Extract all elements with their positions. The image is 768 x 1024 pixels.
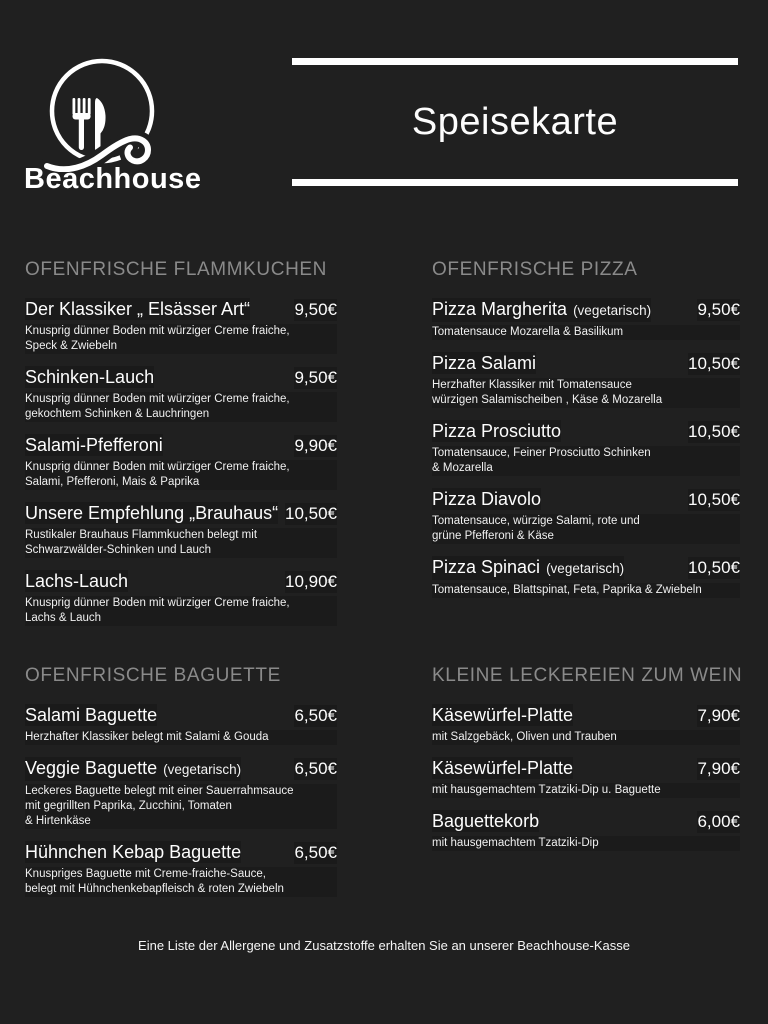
menu-item (25, 434, 337, 490)
fork-icon (73, 98, 91, 150)
item-price: 10,50€ (688, 558, 740, 577)
section-wein (432, 664, 743, 863)
item-price: 6,50€ (294, 843, 337, 862)
item-price: 10,90€ (285, 572, 337, 591)
banner-rule-bottom (292, 179, 738, 186)
brand-name: Beachhouse (24, 163, 202, 195)
item-description: Knuspriges Baguette mit Creme-fraiche-Sauce, belegt mit Hühnchenkebapfleisch & roten Zwiebeln (25, 867, 337, 897)
knife-icon (95, 98, 106, 152)
item-price: 10,50€ (688, 354, 740, 373)
menu-item (432, 352, 740, 408)
item-price: 10,50€ (688, 422, 740, 441)
menu-item (432, 704, 740, 745)
item-price: 7,90€ (697, 759, 740, 778)
menu-item (432, 757, 740, 798)
item-description: Knusprig dünner Boden mit würziger Creme fraiche, Lachs & Lauch (25, 596, 337, 626)
item-description: Rustikaler Brauhaus Flammkuchen belegt mit Schwarzwälder-Schinken und Lauch (25, 528, 337, 558)
item-description: Knusprig dünner Boden mit würziger Creme fraiche, Speck & Zwiebeln (25, 324, 337, 354)
item-price: 6,50€ (294, 759, 337, 778)
banner-rule-top (292, 58, 738, 65)
menu-item (25, 841, 337, 897)
item-name: Pizza Margherita (vegetarisch) (432, 298, 651, 322)
item-price: 9,50€ (294, 300, 337, 319)
item-name: Pizza Diavolo (432, 489, 542, 509)
item-name: Lachs-Lauch (25, 571, 129, 591)
item-description: Tomatensauce Mozarella & Basilikum (432, 325, 740, 340)
item-description: Tomatensauce, würzige Salami, rote und grüne Pfefferoni & Käse (432, 514, 740, 544)
menu-item (432, 488, 740, 544)
item-name: Käsewürfel-Platte (432, 705, 574, 725)
item-name: Hühnchen Kebap Baguette (25, 842, 242, 862)
vegetarian-label: (vegetarisch) (163, 762, 242, 777)
item-price: 10,50€ (285, 504, 337, 523)
item-price: 9,50€ (697, 300, 740, 319)
item-price: 10,50€ (688, 490, 740, 509)
item-description: Leckeres Baguette belegt mit einer Sauerrahmsauce mit gegrillten Paprika, Zucchini, Tomaten & Hirtenkäse (25, 784, 337, 829)
allergen-note: Eine Liste der Allergene und Zusatzstoffe erhalten Sie an unserer Beachhouse-Kasse (138, 938, 630, 953)
item-description: Tomatensauce, Blattspinat, Feta, Paprika & Zwiebeln (432, 583, 740, 598)
section-heading: OFENFRISCHE FLAMMKUCHEN (25, 259, 327, 280)
section-heading: OFENFRISCHE BAGUETTE (25, 665, 281, 686)
menu-item (25, 502, 337, 558)
section-heading: OFENFRISCHE PIZZA (432, 259, 638, 280)
item-name: Veggie Baguette (vegetarisch) (25, 757, 241, 781)
item-name: Der Klassiker „ Elsässer Art“ (25, 299, 251, 319)
item-description: Tomatensauce, Feiner Prosciutto Schinken & Mozarella (432, 446, 740, 476)
menu-item (25, 570, 337, 626)
item-description: mit hausgemachtem Tzatziki-Dip u. Baguette (432, 783, 740, 798)
menu-item (432, 556, 740, 598)
section-heading: KLEINE LECKEREIEN ZUM WEIN (432, 665, 743, 686)
item-name: Pizza Spinaci (vegetarisch) (432, 556, 624, 580)
item-description: Knusprig dünner Boden mit würziger Creme fraiche, gekochtem Schinken & Lauchringen (25, 392, 337, 422)
item-price: 6,50€ (294, 706, 337, 725)
vegetarian-label: (vegetarisch) (573, 303, 652, 318)
section-pizza (432, 258, 740, 610)
menu-item (25, 704, 337, 745)
item-price: 9,90€ (294, 436, 337, 455)
title-banner (292, 58, 738, 186)
page-title: Speisekarte (411, 101, 619, 143)
item-price: 9,50€ (294, 368, 337, 387)
item-price: 6,00€ (697, 812, 740, 831)
item-description: mit Salzgebäck, Oliven und Trauben (432, 730, 740, 745)
menu-item (25, 298, 337, 354)
item-name: Pizza Salami (432, 353, 537, 373)
vegetarian-label: (vegetarisch) (546, 561, 625, 576)
item-name: Salami Baguette (25, 705, 158, 725)
item-name: Unsere Empfehlung „Brauhaus“ (25, 503, 279, 523)
menu-item (432, 420, 740, 476)
item-name: Baguettekorb (432, 811, 540, 831)
beachhouse-logo (22, 54, 190, 172)
item-price: 7,90€ (697, 706, 740, 725)
section-baguette (25, 664, 337, 909)
menu-item (25, 366, 337, 422)
item-name: Salami-Pfefferoni (25, 435, 163, 455)
item-description: Herzhafter Klassiker belegt mit Salami & Gouda (25, 730, 337, 745)
item-description: Herzhafter Klassiker mit Tomatensauce würzigen Salamischeiben , Käse & Mozarella (432, 378, 740, 408)
item-name: Schinken-Lauch (25, 367, 155, 387)
item-name: Pizza Prosciutto (432, 421, 562, 441)
menu-item (432, 298, 740, 340)
section-flammkuchen (25, 258, 337, 638)
item-name: Käsewürfel-Platte (432, 758, 574, 778)
item-description: Knusprig dünner Boden mit würziger Creme fraiche, Salami, Pfefferoni, Mais & Paprika (25, 460, 337, 490)
menu-item (432, 810, 740, 851)
menu-item (25, 757, 337, 829)
item-description: mit hausgemachtem Tzatziki-Dip (432, 836, 740, 851)
